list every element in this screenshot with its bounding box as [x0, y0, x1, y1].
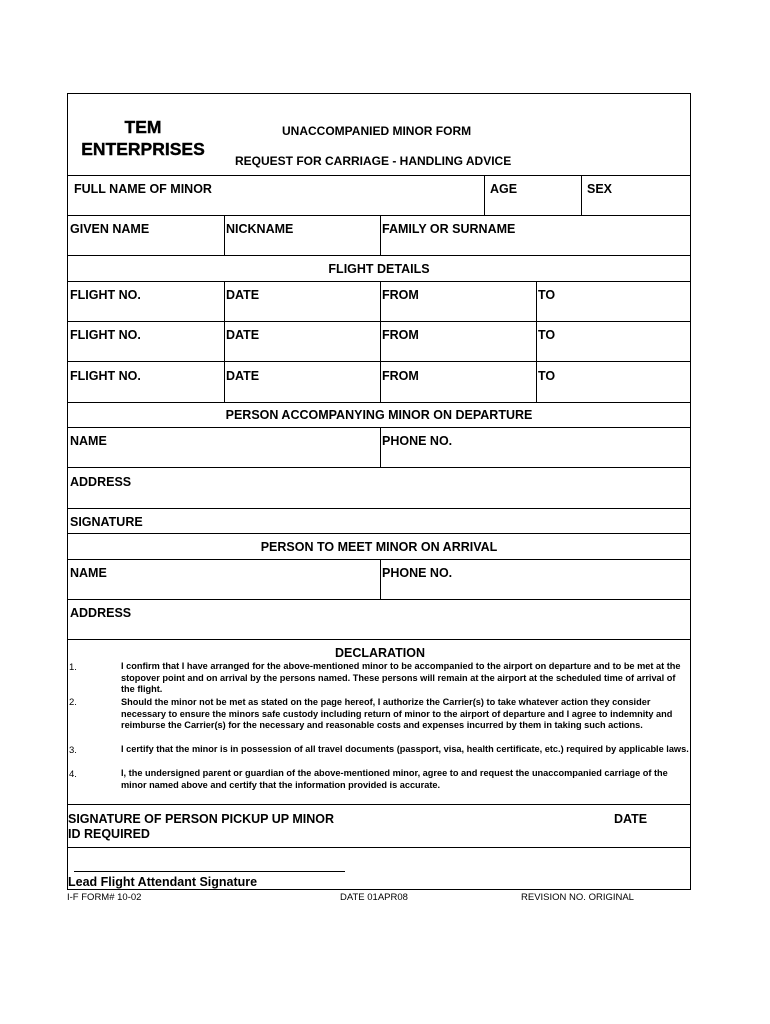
form-title: UNACCOMPANIED MINOR FORM — [282, 124, 472, 138]
declaration-number: 4. — [69, 769, 77, 780]
company-name-line1: TEM — [124, 117, 162, 137]
age-label: AGE — [490, 182, 518, 196]
attendant-signature-label: Lead Flight Attendant Signature — [68, 875, 258, 889]
departure-name-label: NAME — [70, 434, 107, 448]
flight-row-3-to: TO — [538, 369, 556, 383]
departure-heading: PERSON ACCOMPANYING MINOR ON DEPARTURE — [225, 408, 533, 422]
declaration-text: I, the undersigned parent or guardian of the above-mentioned minor, agree to and request the unaccompanied carriage of the minor named above and certify that the information provided is accurate. — [121, 768, 668, 790]
declaration-number: 1. — [69, 662, 77, 673]
company-logo — [68, 116, 218, 160]
pickup-signature-label: SIGNATURE OF PERSON PICKUP UP MINOR — [68, 812, 335, 826]
id-required-label: ID REQUIRED — [68, 827, 150, 841]
declaration-number: 3. — [69, 745, 77, 756]
pickup-date-label: DATE — [614, 812, 648, 826]
departure-phone-label: PHONE NO. — [382, 434, 453, 448]
footer-form-number: I-F FORM# 10-02 — [67, 892, 142, 903]
footer-revision: REVISION NO. ORIGINAL — [521, 892, 634, 903]
arrival-heading: PERSON TO MEET MINOR ON ARRIVAL — [260, 540, 498, 554]
given-name-label: GIVEN NAME — [70, 222, 150, 236]
flight-row-2-flight-no: FLIGHT NO. — [70, 328, 141, 342]
family-name-label: FAMILY OR SURNAME — [382, 222, 516, 236]
attendant-signature-line — [74, 871, 345, 872]
flight-details-heading: FLIGHT DETAILS — [328, 262, 430, 276]
company-name-line2: ENTERPRISES — [81, 139, 205, 159]
flight-row-1-date: DATE — [226, 288, 260, 302]
flight-row-3-date: DATE — [226, 369, 260, 383]
flight-row-3-flight-no: FLIGHT NO. — [70, 369, 141, 383]
form-subtitle: REQUEST FOR CARRIAGE - HANDLING ADVICE — [235, 154, 512, 168]
departure-address-label: ADDRESS — [70, 475, 132, 489]
declaration-text: I certify that the minor is in possession of all travel documents (passport, visa, health certificate, etc.) required by applicable laws. — [121, 744, 689, 754]
footer-date: DATE 01APR08 — [340, 892, 408, 903]
sex-label: SEX — [587, 182, 613, 196]
full-name-label: FULL NAME OF MINOR — [74, 182, 212, 196]
declaration-heading: DECLARATION — [334, 646, 426, 660]
arrival-phone-label: PHONE NO. — [382, 566, 453, 580]
flight-row-3-from: FROM — [382, 369, 419, 383]
flight-row-2-date: DATE — [226, 328, 260, 342]
flight-row-1-to: TO — [538, 288, 556, 302]
declaration-number: 2. — [69, 697, 77, 708]
flight-row-2-from: FROM — [382, 328, 419, 342]
declaration-text: Should the minor not be met as stated on the page hereof, I authorize the Carrier(s) to take whatever action they consider necessary to ensure the minors safe custody including return of minor to the airport of departure and I agree to indemnity and reimburse the Carrier(s) for the necessary and reasonable costs and expenses incurred by them in taking such actions. — [121, 697, 673, 731]
arrival-name-label: NAME — [70, 566, 107, 580]
flight-row-1-flight-no: FLIGHT NO. — [70, 288, 141, 302]
nickname-label: NICKNAME — [226, 222, 294, 236]
declaration-text: I confirm that I have arranged for the above-mentioned minor to be accompanied to the airport on departure and to be met at the stopover point and on arrival by the persons named. These persons will remain at the airport at the scheduled time of arrival of the flight. — [121, 661, 681, 695]
arrival-address-label: ADDRESS — [70, 606, 132, 620]
departure-signature-label: SIGNATURE — [70, 515, 143, 529]
flight-row-2-to: TO — [538, 328, 556, 342]
flight-row-1-from: FROM — [382, 288, 419, 302]
